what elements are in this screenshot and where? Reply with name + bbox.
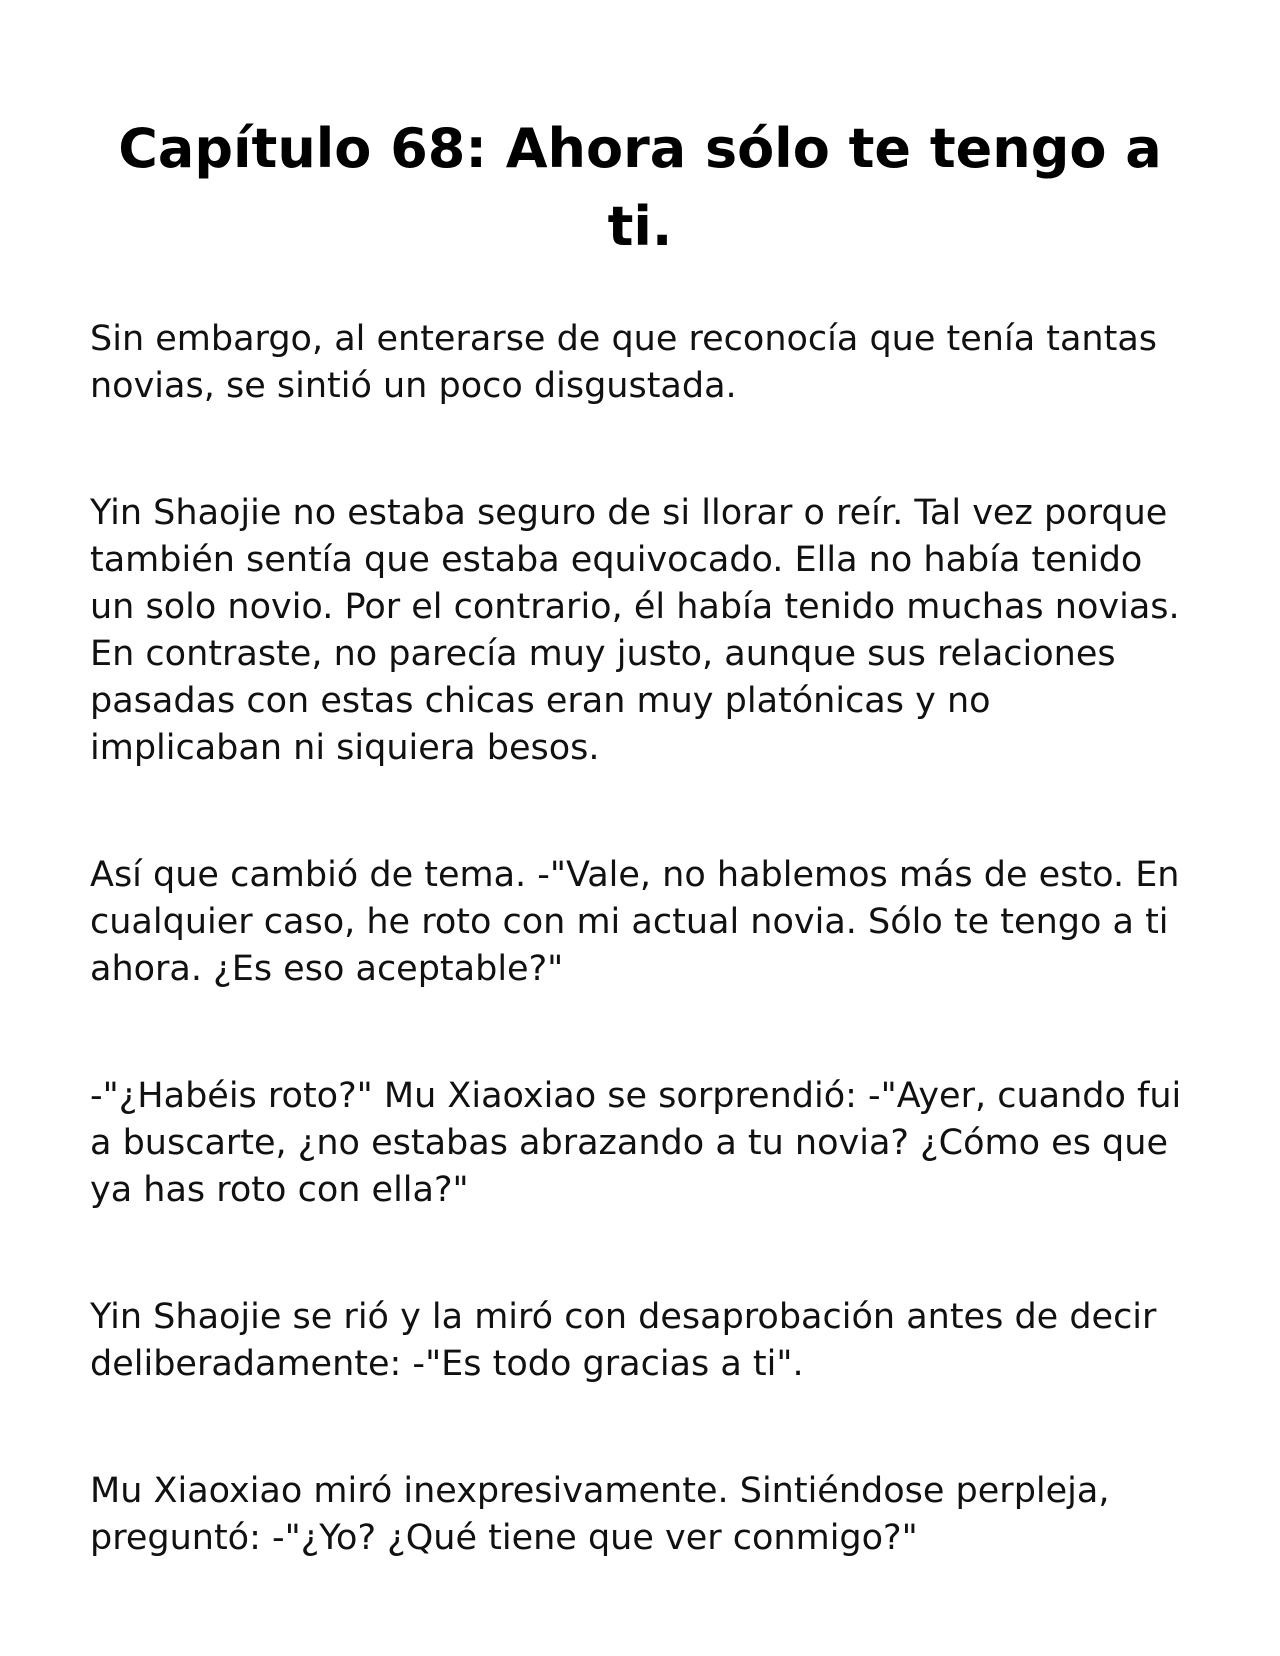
paragraph-4: -"¿Habéis roto?" Mu Xiaoxiao se sorprendió: -"Ayer, cuando fui a buscarte, ¿no estabas abrazando a tu novia? ¿Cómo es que ya has roto con ella?": [90, 1076, 1182, 1210]
paragraph-3: Así que cambió de tema. -"Vale, no hablemos más de esto. En cualquier caso, he roto con mi actual novia. Sólo te tengo a ti ahora. ¿Es eso aceptable?": [90, 855, 1180, 989]
chapter-title: Capítulo 68: Ahora sólo te tengo a ti.: [118, 117, 1162, 258]
paragraph-2: Yin Shaojie no estaba seguro de si llorar o reír. Tal vez porque también sentía que estaba equivocado. Ella no había tenido un solo novio. Por el contrario, él había tenido muchas novias. En contraste, no parecía muy justo, aunque sus relaciones pasadas con estas chicas eran muy platónicas y no implicaban ni siquiera besos.: [90, 493, 1180, 768]
paragraph-5: Yin Shaojie se rió y la miró con desaprobación antes de decir deliberadamente: -"Es todo gracias a ti".: [90, 1297, 1157, 1384]
paragraph-1: Sin embargo, al enterarse de que reconocía que tenía tantas novias, se sintió un poco disgustada.: [90, 319, 1158, 406]
paragraph-6: Mu Xiaoxiao miró inexpresivamente. Sintiéndose perpleja, preguntó: -"¿Yo? ¿Qué tiene que ver conmigo?": [90, 1471, 1110, 1558]
